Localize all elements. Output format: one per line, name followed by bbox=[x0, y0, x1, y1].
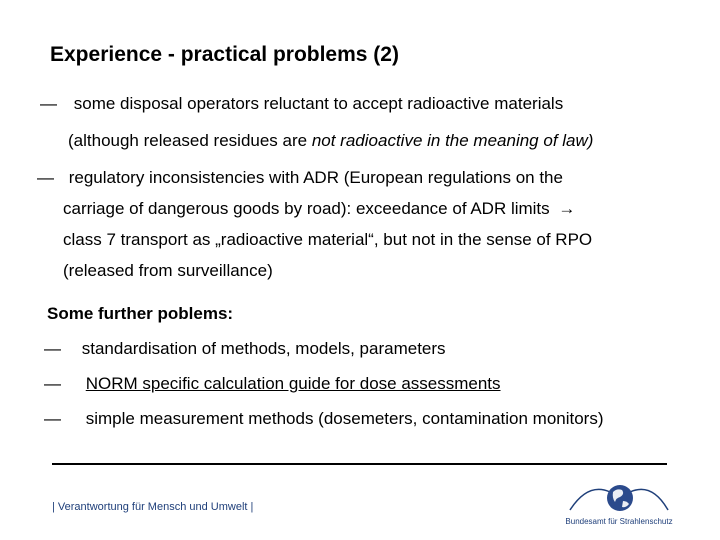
bullet-1-cont-italic: not radioactive in the meaning of law) bbox=[311, 131, 594, 150]
bullet-2-line-1: regulatory inconsistencies with ADR (European regulations on the bbox=[68, 168, 563, 187]
further-problems-heading: Some further poblems: bbox=[47, 304, 234, 323]
further-item-1 bbox=[44, 339, 446, 359]
bullet-1 bbox=[40, 94, 563, 114]
bullet-2-line-2-row bbox=[63, 199, 575, 219]
bullet-2-line-4: (released from surveillance) bbox=[63, 261, 273, 280]
bullet-1-text: some disposal operators reluctant to accept radioactive materials bbox=[73, 94, 564, 113]
further-item-3 bbox=[44, 409, 604, 429]
bullet-2 bbox=[37, 168, 563, 188]
further-item-2 bbox=[44, 374, 501, 394]
dash-marker: — bbox=[40, 94, 57, 113]
bullet-2-line-2: carriage of dangerous goods by road): exceedance of ADR limits bbox=[63, 199, 550, 218]
slide-title: Experience - practical problems (2) bbox=[50, 43, 399, 66]
bullet-2-line-3: class 7 transport as „radioactive material“, but not in the sense of RPO bbox=[63, 230, 593, 249]
right-arrow-icon: → bbox=[558, 199, 576, 218]
bullet-1-cont-plain: (although released residues are bbox=[68, 131, 312, 150]
footer-slogan: | Verantwortung für Mensch und Umwelt | bbox=[52, 501, 254, 513]
dash-marker: — bbox=[37, 168, 54, 187]
bullet-1-continuation bbox=[68, 131, 593, 151]
dash-marker: — bbox=[44, 374, 61, 393]
dash-marker: — bbox=[44, 339, 61, 358]
dash-marker: — bbox=[44, 409, 61, 428]
further-item-1-text: standardisation of methods, models, parameters bbox=[81, 339, 446, 358]
further-item-2-link[interactable]: NORM specific calculation guide for dose assessments bbox=[85, 374, 501, 393]
divider-rule bbox=[52, 463, 667, 465]
logo-caption: Bundesamt für Strahlenschutz bbox=[565, 517, 673, 526]
further-item-3-text: simple measurement methods (dosemeters, contamination monitors) bbox=[85, 409, 604, 428]
